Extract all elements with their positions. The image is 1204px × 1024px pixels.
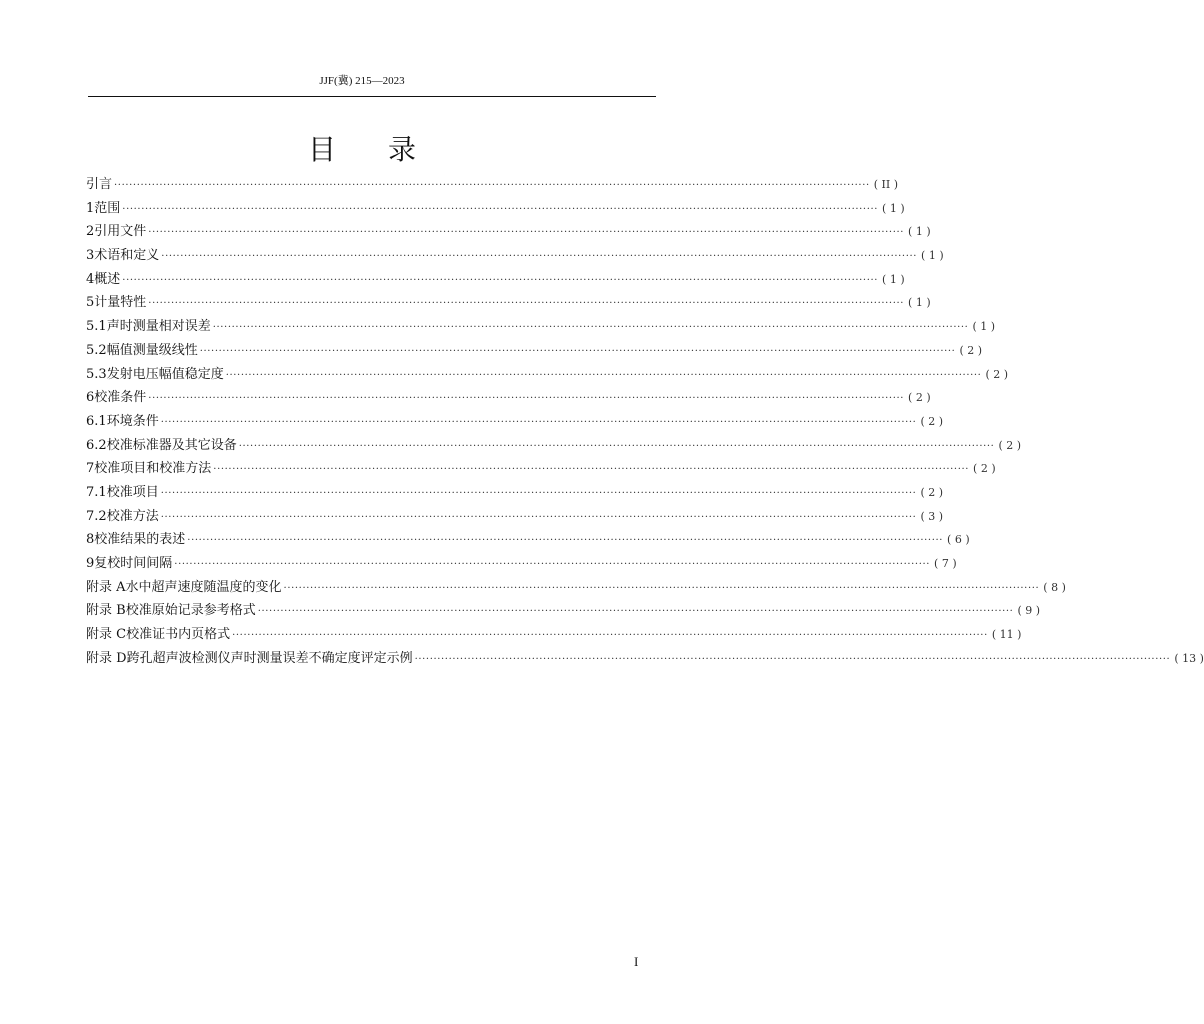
dot-leader: ········································································································································································································	[114, 180, 870, 191]
dot-leader: ········································································································································································································	[414, 653, 1171, 665]
toc-entry-title: 声时测量相对误差	[106, 319, 211, 335]
toc-entry-page: ( 1 )	[908, 296, 931, 310]
dot-leader: ········································································································································································································	[232, 630, 988, 642]
toc-entry[interactable]	[86, 481, 944, 505]
dot-leader: ········································································································································································································	[187, 535, 944, 547]
title-char-1: 目	[307, 133, 336, 166]
toc-entry[interactable]	[86, 599, 1041, 623]
toc-entry-number: 附录 C	[86, 627, 127, 643]
dot-leader: ········································································································································································································	[122, 203, 879, 215]
toc-entry-title: 校准证书内页格式	[126, 627, 231, 643]
toc-entry-number: 附录 D	[86, 650, 127, 666]
toc-entry[interactable]	[86, 410, 944, 434]
page-title	[0, 128, 724, 168]
toc-entry[interactable]	[86, 647, 1204, 671]
toc-entry[interactable]	[86, 268, 905, 292]
toc-entry-page: ( 2 )	[920, 485, 944, 499]
toc-entry-title: 发射电压幅值稳定度	[106, 366, 224, 382]
dot-leader: ········································································································································································································	[160, 416, 917, 428]
toc-entry[interactable]	[86, 576, 1066, 600]
toc-entry-page: ( 8 )	[1043, 580, 1066, 594]
toc-entry[interactable]	[86, 220, 931, 244]
header-divider	[88, 96, 656, 97]
toc-entry-title: 校准项目	[106, 484, 159, 500]
dot-leader: ········································································································································································································	[160, 487, 917, 499]
toc-entry[interactable]	[86, 623, 1022, 647]
toc-entry-title: 引用文件	[94, 224, 147, 240]
toc-entry-number: 5.1	[86, 319, 107, 335]
toc-entry-number: 7.1	[86, 484, 107, 500]
toc-entry-title: 校准项目和校准方法	[94, 461, 212, 477]
dot-leader: ········································································································································································································	[148, 227, 905, 239]
dot-leader: ········································································································································································································	[160, 511, 917, 523]
toc-entry-title: 校准结果的表述	[94, 532, 186, 548]
dot-leader: ········································································································································································································	[213, 464, 970, 476]
toc-entry-page: ( 13 )	[1174, 651, 1204, 665]
toc-entry-page: ( 1 )	[972, 320, 996, 334]
toc-entry-page: ( 2 )	[985, 367, 1009, 381]
toc-entry[interactable]	[86, 315, 996, 339]
toc-entry-title: 校准原始记录参考格式	[125, 603, 256, 619]
toc-entry-title: 校准方法	[106, 508, 159, 524]
toc-entry[interactable]	[86, 291, 931, 315]
toc-entry-number: 7.2	[86, 508, 107, 524]
toc-entry-number: 4	[86, 271, 95, 287]
toc-entry-title: 术语和定义	[94, 248, 160, 264]
toc-entry-title: 计量特性	[94, 295, 147, 311]
toc-entry[interactable]	[86, 173, 899, 197]
toc-entry-title: 幅值测量级线性	[106, 342, 198, 358]
toc-entry[interactable]	[86, 386, 931, 410]
dot-leader: ········································································································································································································	[122, 274, 879, 286]
toc-entry-page: ( 1 )	[882, 272, 905, 286]
toc-entry[interactable]	[86, 244, 944, 268]
dot-leader: ········································································································································································································	[225, 369, 982, 381]
toc-entry-page: ( 2 )	[959, 343, 983, 357]
toc-entry-page: ( 1 )	[882, 201, 905, 215]
dot-leader: ········································································································································································································	[212, 322, 969, 334]
toc-entry-page: ( 1 )	[908, 225, 931, 239]
toc-entry-page: ( 3 )	[920, 509, 944, 523]
toc-entry-page: ( 2 )	[908, 391, 931, 405]
dot-leader: ········································································································································································································	[148, 298, 905, 310]
toc-entry-number: 5.3	[86, 366, 107, 382]
dot-leader: ········································································································································································································	[238, 440, 995, 452]
toc-entry-title: 复校时间间隔	[94, 556, 173, 571]
dot-leader: ········································································································································································································	[199, 345, 956, 357]
table-of-contents	[86, 173, 1204, 670]
toc-entry-title: 引言	[86, 177, 113, 192]
dot-leader: ········································································································································································································	[174, 559, 931, 570]
toc-entry-number: 9	[86, 556, 95, 571]
dot-leader: ········································································································································································································	[161, 251, 918, 263]
toc-entry-title: 校准标准器及其它设备	[106, 437, 237, 453]
toc-entry[interactable]	[86, 363, 1009, 387]
toc-entry-number: 5	[86, 295, 95, 311]
toc-entry-number: 6.2	[86, 437, 107, 453]
toc-entry-title: 范围	[94, 200, 121, 216]
toc-entry[interactable]	[86, 339, 983, 363]
toc-entry-number: 附录 B	[86, 603, 126, 619]
toc-entry-title: 概述	[94, 271, 121, 287]
toc-entry-number: 8	[86, 532, 95, 548]
toc-entry[interactable]	[86, 505, 944, 529]
dot-leader: ········································································································································································································	[257, 606, 1014, 618]
toc-entry-page: ( II )	[873, 178, 899, 191]
toc-entry-number: 3	[86, 248, 95, 264]
toc-entry[interactable]	[86, 528, 970, 552]
toc-entry-number: 1	[86, 200, 95, 216]
toc-entry-title: 跨孔超声波检测仪声时测量误差不确定度评定示例	[126, 650, 413, 666]
toc-entry[interactable]	[86, 457, 996, 481]
toc-entry-page: ( 9 )	[1017, 604, 1041, 618]
toc-entry-page: ( 11 )	[991, 628, 1022, 642]
dot-leader: ········································································································································································································	[148, 393, 905, 405]
toc-entry-title: 水中超声速度随温度的变化	[125, 579, 282, 595]
toc-entry-page: ( 1 )	[921, 249, 944, 263]
toc-entry-page: ( 2 )	[973, 462, 996, 476]
page-number: I	[634, 954, 639, 969]
toc-entry-page: ( 2 )	[998, 438, 1022, 452]
toc-entry-number: 附录 A	[86, 579, 126, 595]
toc-entry-number: 7	[86, 461, 95, 477]
toc-entry-number: 6	[86, 390, 95, 406]
toc-entry-title: 校准条件	[94, 390, 147, 406]
toc-entry-number: 2	[86, 224, 95, 240]
toc-entry-title: 环境条件	[106, 413, 159, 429]
toc-entry-number: 5.2	[86, 342, 107, 358]
title-char-2: 录	[388, 133, 417, 166]
toc-entry[interactable]	[86, 197, 905, 221]
toc-entry[interactable]	[86, 434, 1022, 458]
toc-entry-page: ( 2 )	[920, 414, 944, 428]
toc-entry-page: ( 6 )	[947, 533, 970, 547]
toc-entry-page: ( 7 )	[934, 557, 957, 570]
dot-leader: ········································································································································································································	[283, 582, 1040, 594]
document-code-header: JJF(冀) 215—2023	[319, 75, 405, 87]
toc-entry-number: 6.1	[86, 413, 107, 429]
toc-entry[interactable]	[86, 552, 957, 576]
